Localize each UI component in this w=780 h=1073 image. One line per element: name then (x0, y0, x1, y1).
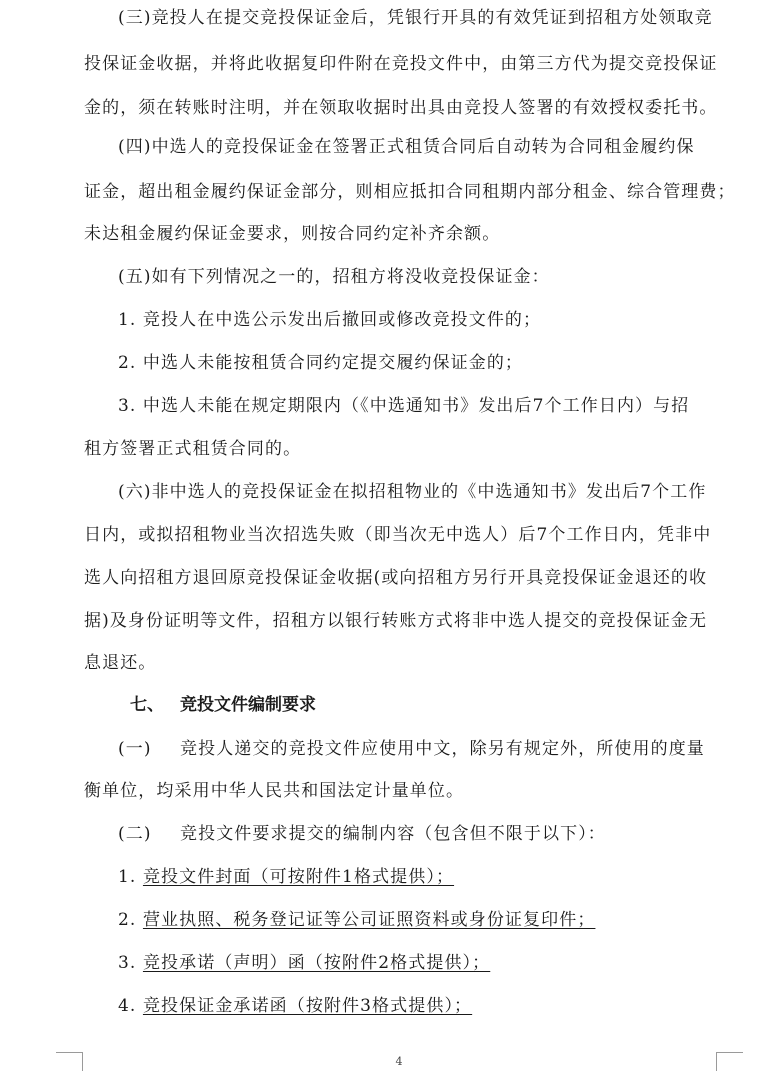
paragraph-5-item-2: 2. 中选人未能按租赁合同约定提交履约保证金的； (118, 353, 524, 373)
section-7-heading (130, 694, 316, 716)
section-7-sub-1-line-2: 衡单位，均采用中华人民共和国法定计量单位。 (84, 781, 465, 801)
paragraph-6-line-5: 息退还。 (84, 653, 157, 673)
paragraph-6-line-4: 据)及身份证明等文件，招租方以银行转账方式将非中选人提交的竞投保证金无 (84, 611, 708, 631)
list-item-number: 3. (118, 953, 137, 973)
paragraph-4-line-1: (四)中选人的竞投保证金在签署正式租赁合同后自动转为合同租金履约保 (118, 137, 695, 157)
section-7-number: 七、 (130, 695, 164, 715)
paragraph-6-line-1: (六)非中选人的竞投保证金在拟招租物业的《中选通知书》发出后7个工作 (118, 482, 707, 502)
list-item-text: 竞投承诺（声明）函（按附件2格式提供）； (142, 953, 491, 973)
list-item-number: 4. (118, 996, 137, 1016)
list-item-text: 竞投保证金承诺函（按附件3格式提供）； (142, 996, 473, 1016)
section-7-sub-1-text: 竞投人递交的竞投文件应使用中文，除另有规定外，所使用的度量 (180, 739, 705, 759)
paragraph-6-line-3: 选人向招租方退回原竞投保证金收据(或向招租方另行开具竞投保证金退还的收 (84, 568, 708, 588)
paragraph-5-item-3: 3. 中选人未能在规定期限内（《中选通知书》发出后7个工作日内）与招 (118, 396, 690, 416)
section-7-title: 竞投文件编制要求 (180, 695, 316, 715)
paragraph-5-heading: (五)如有下列情况之一的，招租方将没收竞投保证金： (118, 267, 550, 287)
list-item (118, 995, 472, 1017)
paragraph-6-line-2: 日内，或拟招租物业当次招选失败（即当次无中选人）后7个工作日内，凭非中 (84, 525, 712, 545)
list-item-number: 2. (118, 910, 137, 930)
paragraph-3-line-1: (三)竞投人在提交竞投保证金后，凭银行开具的有效凭证到招租方处领取竞 (118, 8, 713, 28)
paragraph-4-line-3: 未达租金履约保证金要求，则按合同约定补齐余额。 (84, 224, 501, 244)
section-7-sub-1-label: (一) (118, 739, 152, 759)
section-7-sub-2-label: (二) (118, 824, 152, 844)
list-item (118, 952, 490, 974)
list-item-number: 1. (118, 867, 137, 887)
page-corner-mark-left (56, 1052, 83, 1071)
list-item (118, 866, 454, 888)
paragraph-3-line-3: 金的，须在转账时注明，并在领取收据时出具由竞投人签署的有效授权委托书。 (84, 98, 718, 118)
list-item-text: 营业执照、税务登记证等公司证照资料或身份证复印件； (142, 910, 596, 930)
section-7-sub-1-line-1 (118, 738, 705, 760)
list-item-text: 竞投文件封面（可按附件1格式提供）； (142, 867, 455, 887)
section-7-sub-2-text: 竞投文件要求提交的编制内容（包含但不限于以下）： (180, 824, 606, 844)
paragraph-3-line-2: 投保证金收据，并将此收据复印件附在竞投文件中，由第三方代为提交竞投保证 (84, 54, 718, 74)
section-7-sub-2 (118, 823, 606, 845)
page-number: 4 (395, 1055, 403, 1068)
paragraph-4-line-2: 证金，超出租金履约保证金部分，则相应抵扣合同租期内部分租金、综合管理费； (84, 182, 736, 202)
list-item (118, 909, 595, 931)
page-corner-mark-right (716, 1052, 743, 1071)
paragraph-5-item-1: 1. 竞投人在中选公示发出后撤回或修改竞投文件的； (118, 310, 542, 330)
paragraph-5-item-3-cont: 租方签署正式租赁合同的。 (84, 439, 302, 459)
